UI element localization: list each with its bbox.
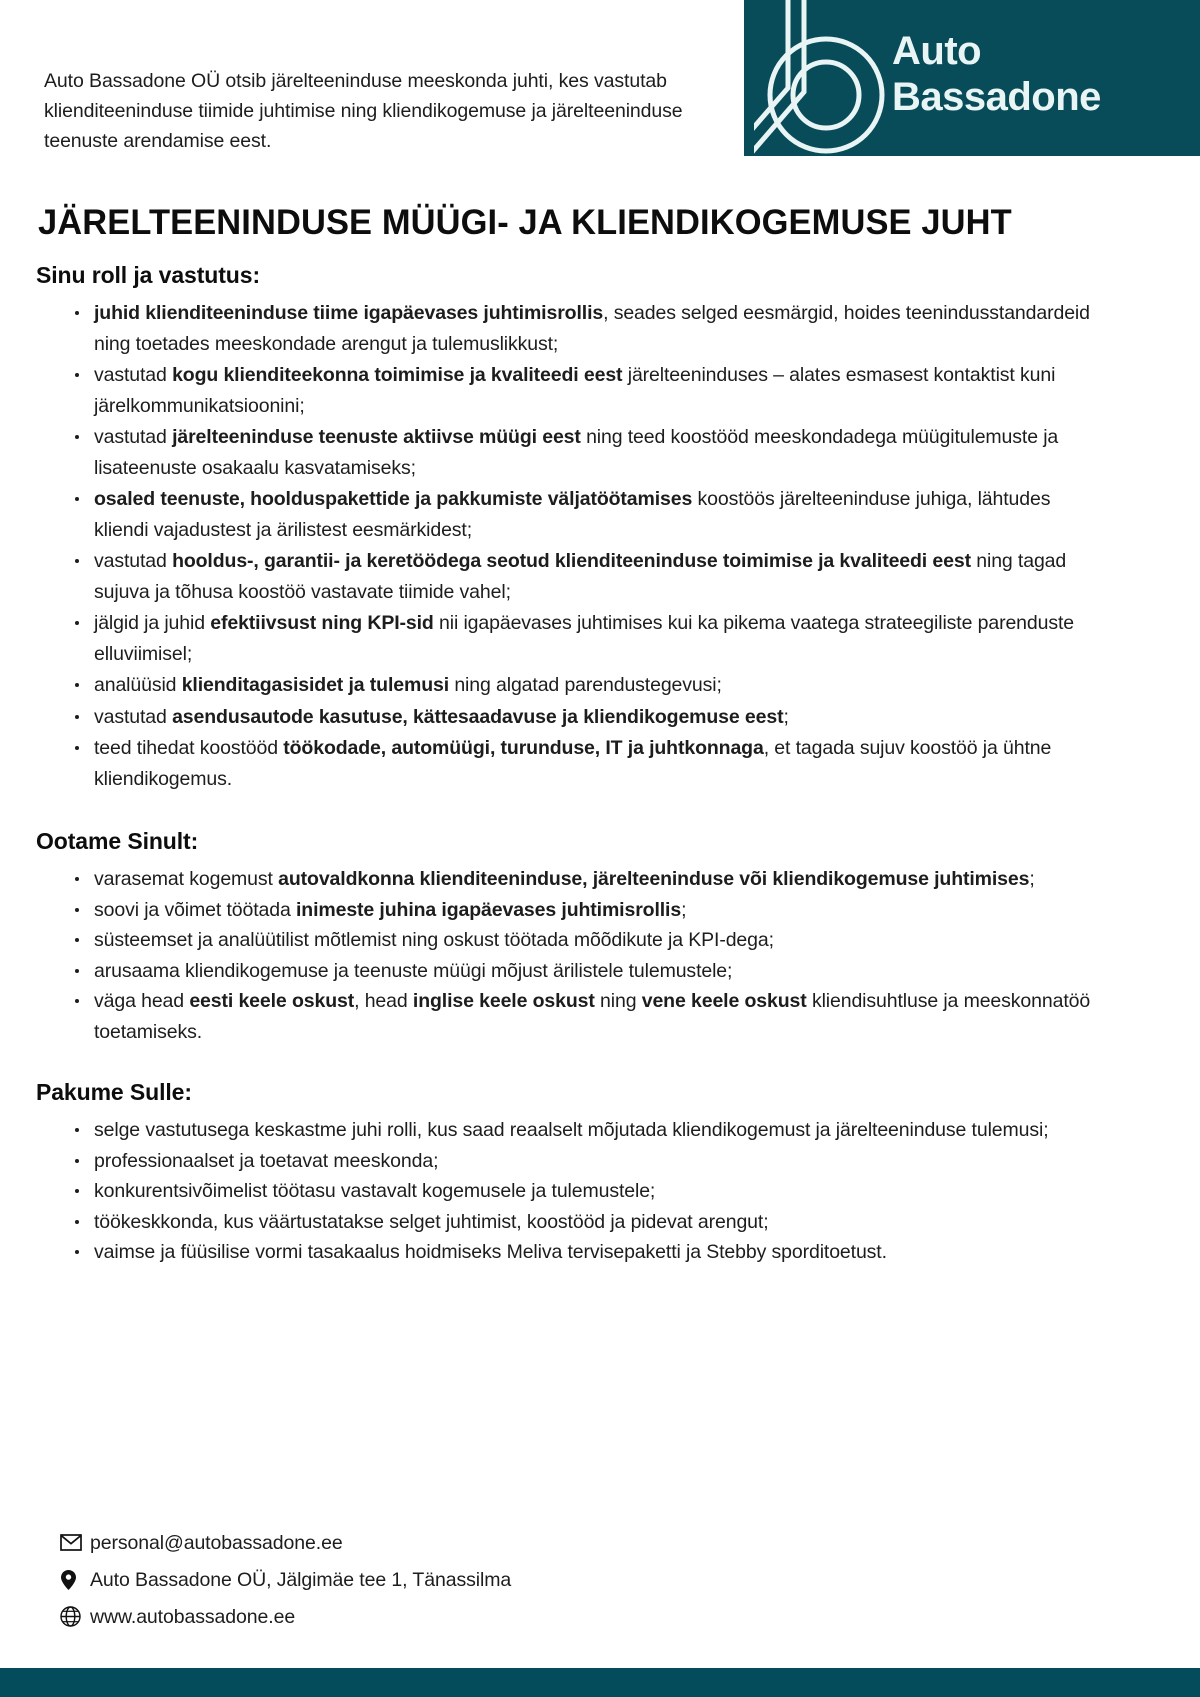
contact-website-row[interactable]: [60, 1598, 760, 1635]
list-item: [72, 1146, 1106, 1177]
emphasis-text: klienditagasisidet ja tulemusi: [181, 674, 450, 696]
list-item: [72, 484, 1106, 545]
body-text: ;: [783, 705, 789, 728]
body-text: ning teed koostööd meeskondadega müügitulemuste ja lisateenuste osakaalu kasvatamiseks;: [94, 426, 1059, 479]
body-text: varasemat kogemust: [94, 868, 279, 890]
body-text: arusaama kliendikogemuse ja teenuste müügi mõjust ärilistele tulemustele;: [94, 959, 733, 982]
body-text: professionaalset ja toetavat meeskonda;: [94, 1149, 439, 1172]
emphasis-text: autovaldkonna klienditeeninduse, järelteeninduse või kliendikogemuse juhtimises: [278, 868, 1030, 890]
contact-email[interactable]: personal@autobassadone.ee: [90, 1531, 343, 1554]
list-item: [72, 702, 1106, 733]
logo-wordmark-line2: Bassadone: [892, 75, 1101, 119]
emphasis-text: töökodade, automüügi, turunduse, IT ja juhtkonnaga: [283, 737, 764, 759]
emphasis-text: asendusautode kasutuse, kättesaadavuse ja kliendikogemuse eest: [172, 705, 784, 728]
contact-address-row: [60, 1561, 760, 1598]
list-item: [72, 298, 1106, 359]
body-text: ;: [681, 898, 687, 921]
body-text: vastutad: [94, 550, 173, 572]
logo-wordmark: [892, 28, 1101, 120]
body-text: , et tagada sujuv koostöö ja ühtne kliendikogemus.: [94, 737, 1052, 790]
body-text: , head: [354, 990, 413, 1012]
location-pin-icon: [60, 1569, 90, 1591]
contact-block: [60, 1524, 760, 1635]
emphasis-text: osaled teenuste, hoolduspakettide ja pakkumiste väljatöötamises: [94, 488, 693, 510]
globe-icon: [60, 1606, 90, 1627]
body-text: vaimse ja füüsilise vormi tasakaalus hoidmiseks Meliva tervisepaketti ja Stebby sporditoetust.: [94, 1241, 887, 1263]
emphasis-text: inimeste juhina igapäevases juhtimisrollis: [295, 898, 682, 921]
contact-email-row[interactable]: [60, 1524, 760, 1561]
job-description-body: [36, 258, 1106, 1272]
body-text: töökeskkonda, kus väärtustatakse selget juhtimist, koostööd ja pidevat arengut;: [94, 1210, 769, 1233]
contact-website[interactable]: www.autobassadone.ee: [90, 1605, 296, 1628]
section-heading: Ootame Sinult:: [36, 828, 199, 854]
responsibilities-list: [36, 298, 1106, 794]
list-item: [72, 864, 1106, 895]
body-text: ning algatad parendustegevusi;: [449, 674, 722, 696]
emphasis-text: eesti keele oskust: [189, 990, 355, 1012]
emphasis-text: järelteeninduse teenuste aktiivse müügi eest: [172, 426, 581, 448]
body-text: vastutad: [94, 426, 173, 448]
list-item: [72, 925, 1106, 956]
body-text: süsteemset ja analüütilist mõtlemist ning oskust töötada mõõdikute ja KPI-dega;: [94, 929, 774, 951]
body-text: jälgid ja juhid: [94, 612, 211, 634]
body-text: soovi ja võimet töötada: [94, 898, 296, 921]
auto-bassadone-b-monogram-icon: [754, 0, 894, 156]
page-title: JÄRELTEENINDUSE MÜÜGI- JA KLIENDIKOGEMUSE JUHT: [38, 203, 1012, 243]
body-text: vastutad: [94, 705, 173, 728]
offers-list: [36, 1115, 1106, 1268]
body-text: vastutad: [94, 364, 173, 386]
body-text: kliendisuhtluse ja meeskonnatöö toetamiseks.: [94, 990, 1091, 1043]
list-item: [72, 670, 1106, 701]
section-roll-ja-vastutus: [36, 258, 1106, 794]
body-text: koostöös järelteeninduse juhiga, lähtudes kliendi vajadustest ja ärilistest eesmärkidest;: [94, 488, 1051, 541]
list-item: [72, 1176, 1106, 1207]
list-item: [72, 608, 1106, 669]
list-item: [72, 1237, 1106, 1268]
body-text: selge vastutusega keskastme juhi rolli, kus saad reaalselt mõjutada kliendikogemust ja järelteeninduse tulemusi;: [94, 1119, 1049, 1141]
section-heading: Sinu roll ja vastutus:: [36, 262, 261, 288]
list-item: [72, 1115, 1106, 1146]
body-text: konkurentsivõimelist töötasu vastavalt kogemusele ja tulemustele;: [94, 1180, 656, 1202]
emphasis-text: inglise keele oskust: [412, 990, 595, 1012]
body-text: ning: [594, 990, 642, 1012]
section-pakume-sulle: [36, 1075, 1106, 1268]
body-text: ;: [1029, 868, 1035, 890]
company-logo-block: [744, 0, 1200, 156]
envelope-icon: [60, 1534, 90, 1551]
body-text: väga head: [94, 990, 190, 1012]
section-ootame-sinult: [36, 824, 1106, 1047]
emphasis-text: hooldus-, garantii- ja keretöödega seotud klienditeeninduse toimimise ja kvaliteedi eest: [172, 550, 971, 572]
contact-address: Auto Bassadone OÜ, Jälgimäe tee 1, Tänassilma: [90, 1568, 512, 1591]
list-item: [72, 546, 1106, 607]
list-item: [72, 956, 1106, 987]
list-item: [72, 986, 1106, 1047]
emphasis-text: efektiivsust ning KPI-sid: [210, 612, 434, 634]
list-item: [72, 1207, 1106, 1238]
body-text: järelteeninduses – alates esmasest kontaktist kuni järelkommunikatsioonini;: [94, 364, 1056, 417]
list-item: [72, 733, 1106, 794]
body-text: analüüsid: [94, 674, 182, 696]
footer-accent-bar: [0, 1668, 1200, 1697]
intro-paragraph: Auto Bassadone OÜ otsib järelteeninduse meeskonda juhti, kes vastutab klienditeeninduse tiimide juhtimise ning kliendikogemuse ja järelteeninduse teenuste arendamise eest.: [44, 69, 683, 152]
requirements-list: [36, 864, 1106, 1047]
emphasis-text: vene keele oskust: [641, 990, 807, 1012]
body-text: teed tihedat koostööd: [94, 737, 284, 759]
list-item: [72, 422, 1106, 483]
list-item: [72, 895, 1106, 926]
list-item: [72, 360, 1106, 421]
emphasis-text: kogu klienditeekonna toimimise ja kvaliteedi eest: [172, 364, 623, 386]
body-text: ning tagad sujuva ja tõhusa koostöö vastavate tiimide vahel;: [94, 550, 1067, 603]
section-heading: Pakume Sulle:: [36, 1079, 192, 1105]
emphasis-text: juhid klienditeeninduse tiime igapäevases juhtimisrollis: [94, 302, 604, 324]
body-text: , seades selged eesmärgid, hoides teenindusstandardeid ning toetades meeskondade arengut ja tulemuslikkust;: [94, 302, 1090, 355]
logo-wordmark-line1: Auto: [892, 29, 982, 73]
body-text: nii igapäevases juhtimises kui ka pikema vaatega strateegiliste parenduste elluviimisel;: [94, 612, 1074, 665]
